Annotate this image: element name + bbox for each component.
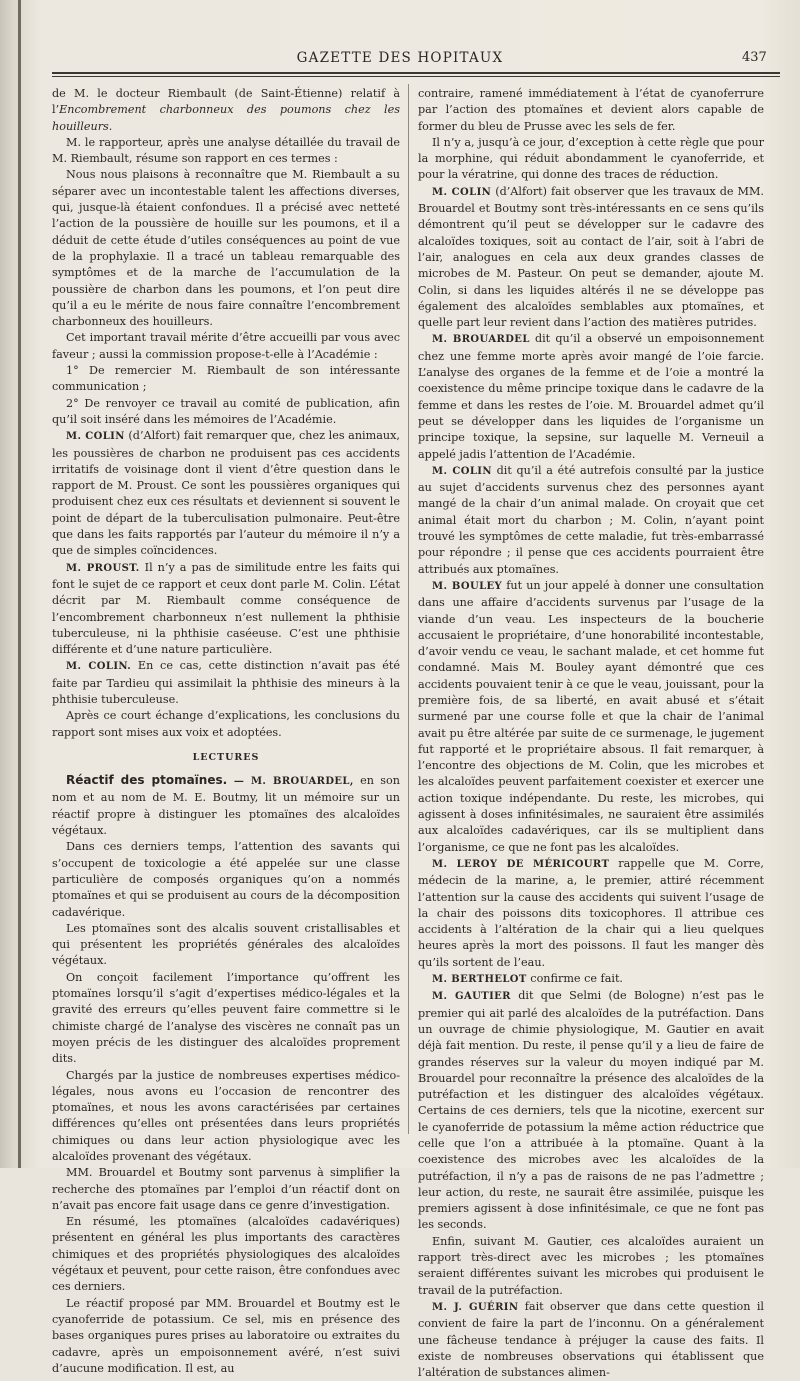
paragraph-text: En résumé, les ptomaïnes (alcaloïdes cadavériques) présentent en général les plus importants des caractères chimiques et des propriétés physiologiques des alcaloïdes végétaux et peuvent, pour cette raison, être confondues avec ces derniers. — [52, 1215, 400, 1294]
speaker-name: M. COLIN — [432, 186, 492, 198]
paragraph — [52, 921, 400, 970]
paragraph — [52, 167, 400, 330]
header-rule-thin — [52, 76, 780, 77]
paragraph — [418, 988, 764, 1233]
paragraph-text: Après ce court échange d’explications, les conclusions du rapport sont mises aux voix et adoptées. — [52, 709, 400, 739]
paragraph-text: Cet important travail mérite d’être accueilli par vous avec faveur ; aussi la commission propose-t-elle à l’Académie : — [52, 331, 400, 361]
paragraph — [52, 658, 400, 708]
paragraph-text: rappelle que M. Corre, médecin de la marine, a, le premier, attiré récemment l’attention sur la cause des accidents qui suivent l’usage de la chair des poissons dits toxicophores. Il attribue ces accidents à l’altération de la chair qui a lieu quelques heures après la mort des poissons. Il faut les manger dès qu’ils sortent de l’eau. — [418, 856, 764, 969]
paragraph-text: Les ptomaïnes sont des alcalis souvent cristallisables et qui présentent les propriétés générales des alcaloïdes végétaux. — [52, 921, 400, 968]
speaker-name: M. COLIN. — [66, 661, 132, 673]
paragraph — [418, 1234, 764, 1299]
speaker-name: — M. BROUARDEL, — [227, 776, 354, 788]
paragraph — [418, 971, 764, 988]
paragraph — [418, 331, 764, 462]
paragraph — [418, 578, 764, 856]
column-divider — [408, 84, 409, 1134]
paragraph — [418, 135, 764, 184]
paragraph-text: Nous nous plaisons à reconnaître que M. Riembault a su séparer avec un incontestable talent les affections diverses, qui, jusque-là étaient confondues. Il a précisé avec netteté l’action de la poussière de houille sur les poumons, et il a déduit de cette étude d’utiles conséquences au point de vue de la prophylaxie. Il a tracé un tableau remarquable des symptômes et de la marche de l’accumulation de la poussière de charbon dans les poumons, et l’on peut dire qu’il a eu le mérite de nous faire connaître l’encombrement charbonneux des houilleurs. — [52, 168, 400, 329]
paragraph-text: Enfin, suivant M. Gautier, ces alcaloïdes auraient un rapport très-direct avec les microbes ; les ptomaïnes seraient différentes suivant les microbes qui produisent le travail de la putréfaction. — [418, 1234, 764, 1297]
paragraph — [52, 839, 400, 920]
article-heading: Réactif des ptomaïnes. — [66, 773, 228, 788]
binding-edge — [18, 0, 21, 1168]
paragraph — [418, 86, 764, 135]
paragraph — [52, 396, 400, 429]
italic-title: Encombrement charbonneux des poumons chez les houilleurs. — [52, 103, 400, 133]
paragraph — [52, 330, 400, 363]
paragraph-text: dit qu’il a été autrefois consulté par la justice au sujet d’accidents survenus chez des personnes ayant mangé de la chair d’un animal malade. On croyait que cet animal était mort du charbon ; M. Colin, n’ayant point trouvé les symptômes de cette maladie, fut très-embarrassé pour répondre ; il pense que ces accidents pourraient être attribués aux ptomaïnes. — [418, 463, 764, 576]
speaker-name: M. J. GUÉRIN — [432, 1301, 519, 1313]
speaker-name: M. BOULEY — [432, 580, 503, 592]
paragraph-text: MM. Brouardel et Boutmy sont parvenus à simplifier la recherche des ptomaïnes par l’emploi d’un réactif dont on n’avait pas encore fait usage dans ce genre d’investigation. — [52, 1166, 400, 1212]
speaker-name: M. GAUTIER — [432, 991, 511, 1003]
paragraph — [52, 363, 400, 396]
paragraph — [52, 560, 400, 659]
paragraph-text: contraire, ramené immédiatement à l’état de cyanoferrure par l’action des ptomaïnes et devient alors capable de former du bleu de Prusse avec les sels de fer. — [418, 87, 764, 133]
paragraph-text: (d’Alfort) fait observer que les travaux de MM. Brouardel et Boutmy sont très-intéressants en ce sens qu’ils démontrent qu’il peut se développer sur le cadavre des alcaloïdes toxiques, soit au contact de l’air, soit à l’abri de l’air, analogues en cela aux deux grandes classes de microbes de M. Pasteur. On peut se demander, ajoute M. Colin, si dans les liquides altérés il ne se développe pas également des alcaloïdes semblables aux ptomaïnes, et quelle part leur revient dans l’action des matières putrides. — [418, 184, 764, 330]
paragraph — [52, 1165, 400, 1214]
paragraph-text: Il n’y a, jusqu’à ce jour, d’exception à cette règle que pour la morphine, qui réduit abondamment le cyanoferride, et pour la vératrine, qui donne des traces de réduction. — [418, 135, 764, 182]
paragraph — [52, 86, 400, 135]
paragraph-text: Dans ces derniers temps, l’attention des savants qui s’occupent de toxicologie a été appelée sur une classe particulière de composés organiques qu’on a nommés ptomaïnes et qui se produisent au cours de la décomposition cadavérique. — [52, 840, 400, 919]
paragraph-text: dit qu’il a observé un empoisonnement chez une femme morte après avoir mangé de l’oie farcie. L’analyse des organes de la femme et de l’oie a montré la coexistence du même principe toxique dans le cadavre de la femme et dans les restes de l’oie. M. Brouardel admet qu’il peut se développer dans les liquides de l’organisme un principe toxique, la sepsine, sur laquelle M. Verneuil a appelé jadis l’attention de l’Académie. — [418, 332, 764, 461]
paragraph-text: en son nom et au nom de M. E. Boutmy, lit un mémoire sur un réactif propre à distinguer les ptomaïnes des alcaloïdes végétaux. — [52, 774, 400, 838]
paragraph — [52, 1214, 400, 1295]
paragraph-text: de M. le docteur Riembault (de Saint-Étienne) relatif à l’ — [52, 87, 400, 117]
paragraph-text: 2° De renvoyer ce travail au comité de publication, afin qu’il soit inséré dans les mémoires de l’Académie. — [52, 396, 400, 426]
paragraph-text: On conçoit facilement l’importance qu’offrent les ptomaïnes lorsqu’il s’agit d’expertises médico-légales et la gravité des erreurs qu’elles peuvent faire commettre si le chimiste chargé de l’analyse des viscères ne connaît pas un moyen précis de les distinguer des alcaloïdes proprement dits. — [52, 970, 400, 1066]
paragraph-text: (d’Alfort) fait remarquer que, chez les animaux, les poussières de charbon ne produisent pas ces accidents irritatifs de voisinage dont il vient d’être question dans le rapport de M. Proust. Ce sont les poussières organiques qui produisent chez eux ces résultats et deviennent si souvent le point de départ de la tuberculisation pulmonaire. Peut-être que dans les faits rapportés par l’auteur du mémoire il n’y a que de simples coïncidences. — [52, 429, 400, 558]
paragraph — [52, 708, 400, 741]
speaker-name: M. LEROY DE MÉRICOURT — [432, 858, 610, 870]
paragraph-text: fut un jour appelé à donner une consultation dans une affaire d’accidents survenus par l’usage de la viande d’un veau. Les inspecteurs de la boucherie accusaient le propriétaire, d’une honorabilité incontestable, d’avoir vendu ce veau, le sachant malade, et cet homme fut condamné. Mais M. Bouley ayant démontré que ces accidents pouvaient tenir à ce que le veau, jouissant, pour la première fois, de sa liberté, en avait abusé et s’était surmené par une course folle et que la chair de l’animal avait pu être altérée par suite de ce surmenage, le jugement fut rapporté et le propriétaire absous. Il fait remarquer, à l’encontre des objections de M. Colin, que les microbes et les alcaloïdes peuvent parfaitement coexister et exercer une action toxique indépendante. Du reste, les microbes, qui agissent à doses infinitésimales, ne sauraient être assimilés aux alcaloïdes cadavériques, car ils se multiplient dans l’organisme, ce que ne font pas les alcaloïdes. — [418, 578, 764, 854]
speaker-name: M. COLIN — [66, 431, 125, 443]
paragraph-text: En ce cas, cette distinction n’avait pas été faite par Tardieu qui assimilait la phthisie des mineurs à la phthisie tuberculeuse. — [52, 659, 400, 706]
paragraph-text: 1° De remercier M. Riembault de son intéressante communication ; — [52, 364, 400, 394]
header-rule — [52, 72, 780, 74]
paragraph-text: confirme ce fait. — [526, 972, 623, 986]
page-header-title: GAZETTE DES HOPITAUX — [296, 50, 504, 66]
paragraph — [52, 970, 400, 1068]
paragraph-text: Chargés par la justice de nombreuses expertises médico-légales, nous avons eu l’occasion de rencontrer des ptomaïnes, et nous les avons caractérisées par certaines différences qu’elles ont présentées dans leurs propriétés chimiques ou dans leur action physiologique avec les alcaloïdes provenant des végétaux. — [52, 1068, 400, 1163]
right-column — [418, 86, 764, 1381]
section-heading: LECTURES — [192, 751, 260, 763]
page-number: 437 — [742, 50, 767, 65]
speaker-name: M. PROUST. — [66, 562, 140, 574]
paragraph — [418, 184, 764, 332]
paragraph-text: dit que Selmi (de Bologne) n’est pas le premier qui ait parlé des alcaloïdes de la putréfaction. Dans un ouvrage de chimie physiologique, M. Gautier en avait déjà fait mention. Du reste, il pense qu’il y a lieu de faire de grandes réserves sur la valeur du moyen indiqué par M. Brouardel pour reconnaître la présence des alcaloïdes de la putréfaction et les distinguer des alcaloïdes végétaux. Certains de ces derniers, tels que la nicotine, exercent sur le cyanoferride de potassium la même action réductrice que celle que l’on a attribuée à la ptomaïne. Quant à la coexistence des microbes avec les alcaloïdes de la putréfaction, il n’y a pas de raisons de ne pas l’admettre ; leur action, du reste, ne saurait être assimilée, puisque les premiers agissent à dose infinitésimale, ce que ne font pas les seconds. — [418, 989, 764, 1232]
paragraph — [418, 1299, 764, 1381]
paragraph — [418, 856, 764, 971]
paragraph-text: Il n’y a pas de similitude entre les faits qui font le sujet de ce rapport et ceux dont parle M. Colin. L’état décrit par M. Riembault comme conséquence de l’encombrement charbonneux n’est nullement la phthisie tuberculeuse, ni la phthisie caséeuse. C’est une phthisie différente et d’une nature particulière. — [52, 560, 400, 657]
left-column — [52, 86, 400, 1377]
speaker-name: M. BERTHELOT — [432, 974, 527, 986]
paragraph — [52, 1068, 400, 1166]
speaker-name: M. BROUARDEL — [432, 334, 530, 346]
paragraph — [52, 428, 400, 559]
speaker-name: M. COLIN — [432, 465, 492, 477]
paragraph — [52, 1296, 400, 1377]
paragraph-text: Le réactif proposé par MM. Brouardel et Boutmy est le cyanoferride de potassium. Ce sel, mis en présence des bases organiques pures prises au laboratoire ou extraites du cadavre, après un empoisonnement avéré, n’est suivi d’aucune modification. Il est, au — [52, 1296, 400, 1375]
paragraph — [52, 772, 400, 839]
paragraph-text: M. le rapporteur, après une analyse détaillée du travail de M. Riembault, résume son rapport en ces termes : — [52, 135, 400, 166]
paragraph — [52, 135, 400, 168]
paragraph-text: fait observer que dans cette question il convient de faire la part de l’inconnu. On a généralement une fâcheuse tendance à préjuger la cause des faits. Il existe de nombreuses observations qui établissent que l’altération de substances alimen- — [418, 1299, 764, 1380]
paragraph — [418, 463, 764, 578]
